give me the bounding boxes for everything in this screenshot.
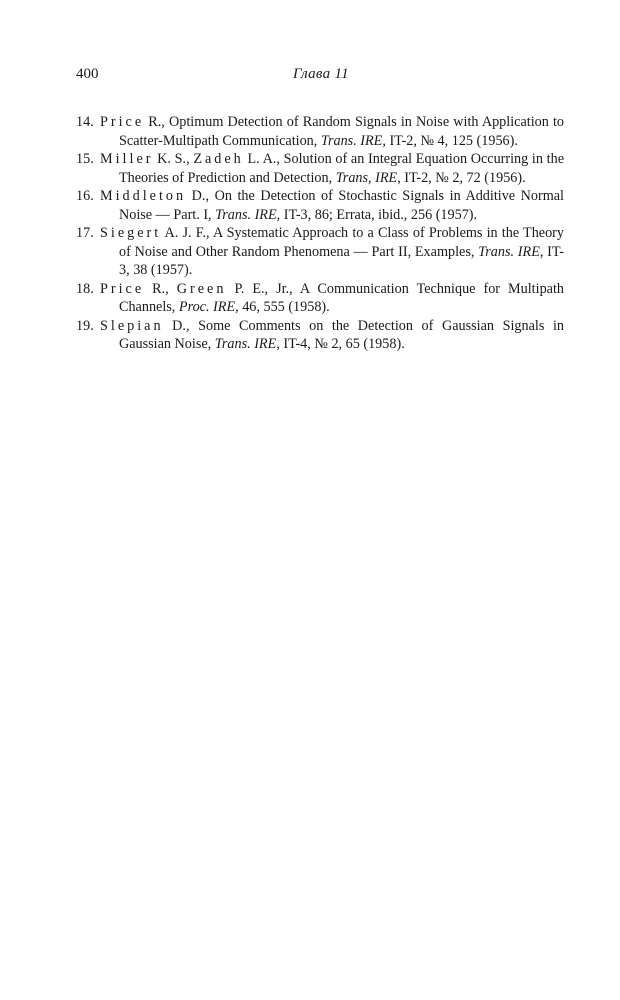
reference-author: Slepian [100,317,164,334]
reference-text [100,318,564,353]
reference-item [76,187,564,224]
reference-text [100,225,564,278]
page-header [76,66,566,88]
chapter-title: Глава 11 [293,66,349,82]
reference-text [100,114,564,149]
reference-item [76,280,564,317]
reference-item [76,150,564,187]
reference-text [100,188,564,223]
reference-body: D., Some Comments on the Detection of Gaussian Signals in Gaussian Noise, [119,317,564,352]
reference-journal: Trans. IRE [320,132,383,149]
reference-journal: Trans. IRE [214,336,277,352]
reference-body: P. E., Jr., A Communication Technique for Multipath Channels, [119,280,564,315]
reference-journal: Trans, IRE [335,169,398,186]
reference-body: R., [144,280,177,297]
reference-body: D., On the Detection of Stochastic Signals in Additive Normal Noise — Part. I, [119,188,564,223]
reference-item [76,113,564,150]
reference-journal: Trans. IRE [215,206,277,223]
reference-number: 18. [76,280,94,297]
reference-number: 16. [76,188,94,204]
reference-author: Zadeh [193,151,244,167]
reference-number: 17. [76,225,94,241]
reference-author: Siegert [100,225,162,241]
reference-text [100,151,564,186]
reference-author: Green [176,280,227,297]
reference-body: K. S., [153,151,194,167]
reference-citation: , IT-4, № 2, 65 (1958). [276,336,405,352]
reference-author: Price [100,114,145,130]
reference-author: Middleton [100,188,187,204]
page-number: 400 [76,66,99,82]
reference-author: Miller [100,151,154,167]
reference-item [76,317,564,354]
reference-text [100,281,564,316]
reference-body: R., Optimum Detection of Random Signals in Noise with Application to Scatter-Multipath Communication, [119,114,564,149]
reference-author: Price [100,280,145,297]
reference-citation: , IT-3, 38 (1957). [119,243,564,278]
reference-citation: , 46, 555 (1958). [235,299,330,315]
reference-citation: , IT-2, № 2, 72 (1956). [397,169,526,186]
reference-list [76,113,564,354]
reference-journal: Proc. IRE [178,299,236,315]
reference-number: 15. [76,151,94,167]
reference-body: A. J. F., A Systematic Approach to a Class of Problems in the Theory of Noise and Other Random Phenomena — Part II, Examples, [119,225,564,260]
reference-citation: , IT-3, 86; Errata, ibid., 256 (1957). [276,206,478,223]
reference-body: L. A., Solution of an Integral Equation Occurring in the Theories of Prediction and Detection, [119,151,564,186]
reference-number: 19. [76,317,94,334]
reference-item [76,224,564,280]
reference-journal: Trans. IRE [478,243,540,260]
reference-number: 14. [76,114,94,130]
reference-citation: , IT-2, № 4, 125 (1956). [382,132,518,149]
